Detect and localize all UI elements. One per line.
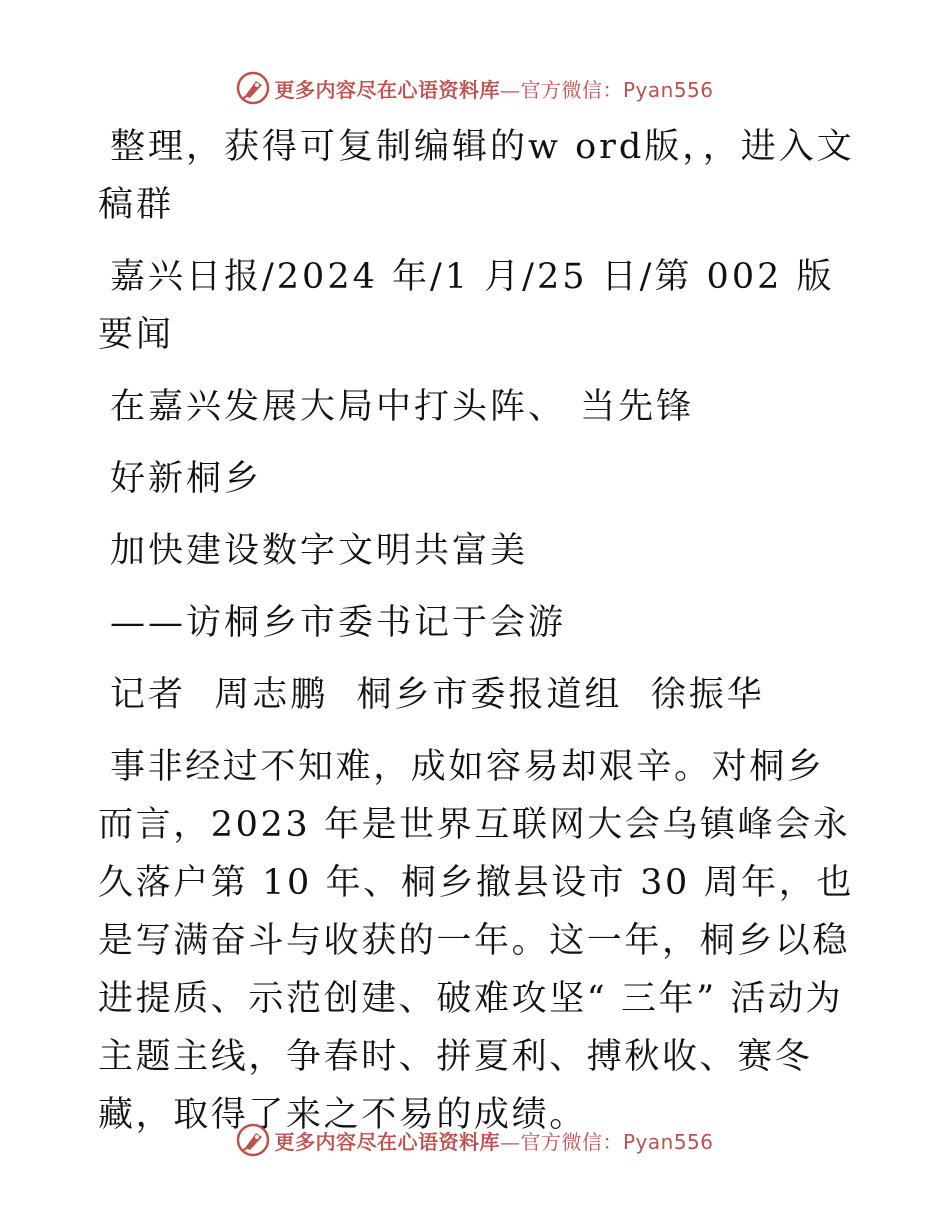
source-line: 嘉兴日报/2024 年/1 月/25 日/第 002 版要闻 xyxy=(98,257,835,355)
banner-separator: — xyxy=(499,77,521,102)
banner-handle: Pyan556 xyxy=(622,1129,714,1154)
byline: 记者 周志鹏 桐乡市委报道组 徐振华 xyxy=(110,675,765,715)
banner-text xyxy=(274,1126,713,1155)
headline-line-3: 加快建设数字文明共富美 xyxy=(110,531,529,571)
headline-line-2: 好新桐乡 xyxy=(110,459,263,499)
banner-wechat-label: 官方微信： xyxy=(520,77,623,102)
subheadline: ——访桐乡市委书记于会游 xyxy=(110,603,567,643)
banner-site-name: 更多内容尽在心语资料库 xyxy=(274,1129,500,1154)
banner-handle: Pyan556 xyxy=(622,77,714,102)
footer-banner-inner xyxy=(236,1123,713,1157)
pen-nib-circle-logo-icon xyxy=(236,71,270,105)
intro-paragraph: 整理，获得可复制编辑的w ord版，，进入文稿群 xyxy=(98,127,855,225)
header-banner-inner xyxy=(236,71,713,105)
headline-line-1: 在嘉兴发展大局中打头阵、 当先锋 xyxy=(110,387,695,427)
header-banner xyxy=(0,68,950,108)
banner-text xyxy=(274,74,713,103)
pen-nib-circle-logo-icon xyxy=(236,1123,270,1157)
banner-site-name: 更多内容尽在心语资料库 xyxy=(274,77,500,102)
document-body xyxy=(98,118,858,1158)
banner-separator: — xyxy=(499,1129,521,1154)
footer-banner xyxy=(0,1120,950,1160)
body-paragraph: 事非经过不知难，成如容易却艰辛。对桐乡而言，2023 年是世界互联网大会乌镇峰会永久落户第 10 年、桐乡撤县设市 30 周年，也是写满奋斗与收获的一年。这一年，桐乡以稳进提质、示范创建、破难攻坚“ 三年” 活动为主题主线，争春时、拼夏利、搏秋收、赛冬藏，取得了来之不易的成绩。 xyxy=(98,747,854,1135)
banner-wechat-label: 官方微信： xyxy=(520,1129,623,1154)
